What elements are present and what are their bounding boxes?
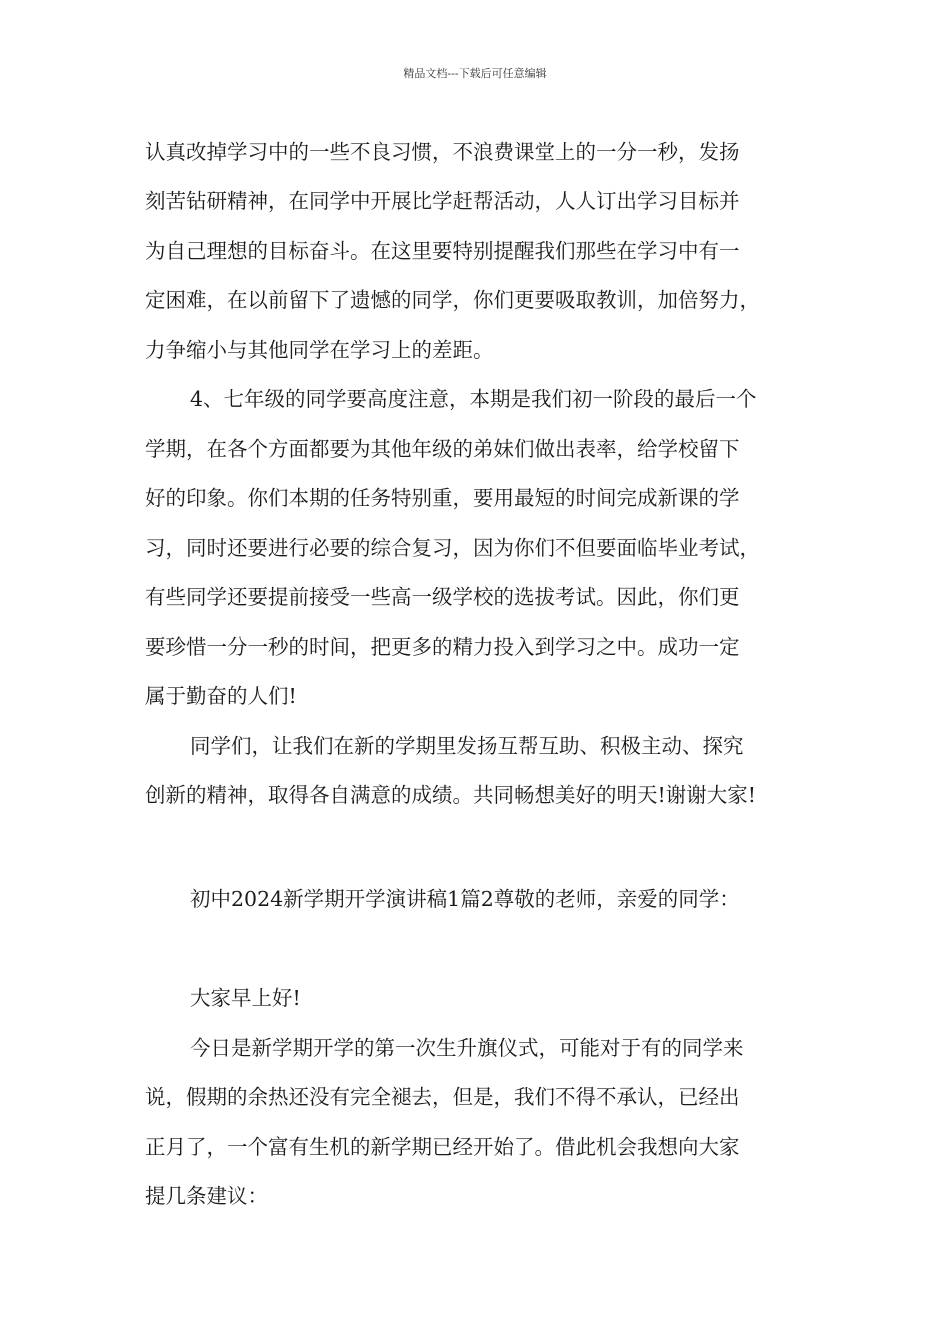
text-line: 力争缩小与其他同学在学习上的差距。 xyxy=(145,338,494,362)
page-header: 精品文档---下载后可任意编辑 xyxy=(403,67,547,80)
text-line: 说，假期的余热还没有完全褪去，但是，我们不得不承认，已经出 xyxy=(145,1085,740,1109)
text-line: 学期，在各个方面都要为其他年级的弟妹们做出表率，给学校留下 xyxy=(145,437,740,461)
text-line: 创新的精神，取得各自满意的成绩。共同畅想美好的明天!谢谢大家! xyxy=(145,783,756,807)
text-line: 属于勤奋的人们! xyxy=(145,684,297,708)
text-line: 好的印象。你们本期的任务特别重，要用最短的时间完成新课的学 xyxy=(145,486,740,510)
text-line: 提几条建议： xyxy=(145,1184,268,1208)
text-line: 为自己理想的目标奋斗。在这里要特别提醒我们那些在学习中有一 xyxy=(145,239,740,263)
text-line: 定困难，在以前留下了遗憾的同学，你们更要吸取教训，加倍努力， xyxy=(145,288,760,312)
text-line: 要珍惜一分一秒的时间，把更多的精力投入到学习之中。成功一定 xyxy=(145,635,740,659)
speech-title: 初中2024新学期开学演讲稿1篇2尊敬的老师，亲爱的同学： xyxy=(190,887,740,911)
text-line: 正月了，一个富有生机的新学期已经开始了。借此机会我想向大家 xyxy=(145,1135,740,1159)
text-line: 习，同时还要进行必要的综合复习，因为你们不但要面临毕业考试， xyxy=(145,536,760,560)
text-line: 认真改掉学习中的一些不良习惯，不浪费课堂上的一分一秒，发扬 xyxy=(145,140,740,164)
greeting: 大家早上好! xyxy=(190,986,301,1010)
text-line: 同学们，让我们在新的学期里发扬互帮互助、积极主动、探究 xyxy=(190,734,744,758)
text-line: 今日是新学期开学的第一次生升旗仪式，可能对于有的同学来 xyxy=(190,1036,744,1060)
text-line: 4、七年级的同学要高度注意，本期是我们初一阶段的最后一个 xyxy=(190,387,757,411)
text-line: 刻苦钻研精神，在同学中开展比学赶帮活动，人人订出学习目标并 xyxy=(145,189,740,213)
text-line: 有些同学还要提前接受一些高一级学校的选拔考试。因此，你们更 xyxy=(145,585,740,609)
